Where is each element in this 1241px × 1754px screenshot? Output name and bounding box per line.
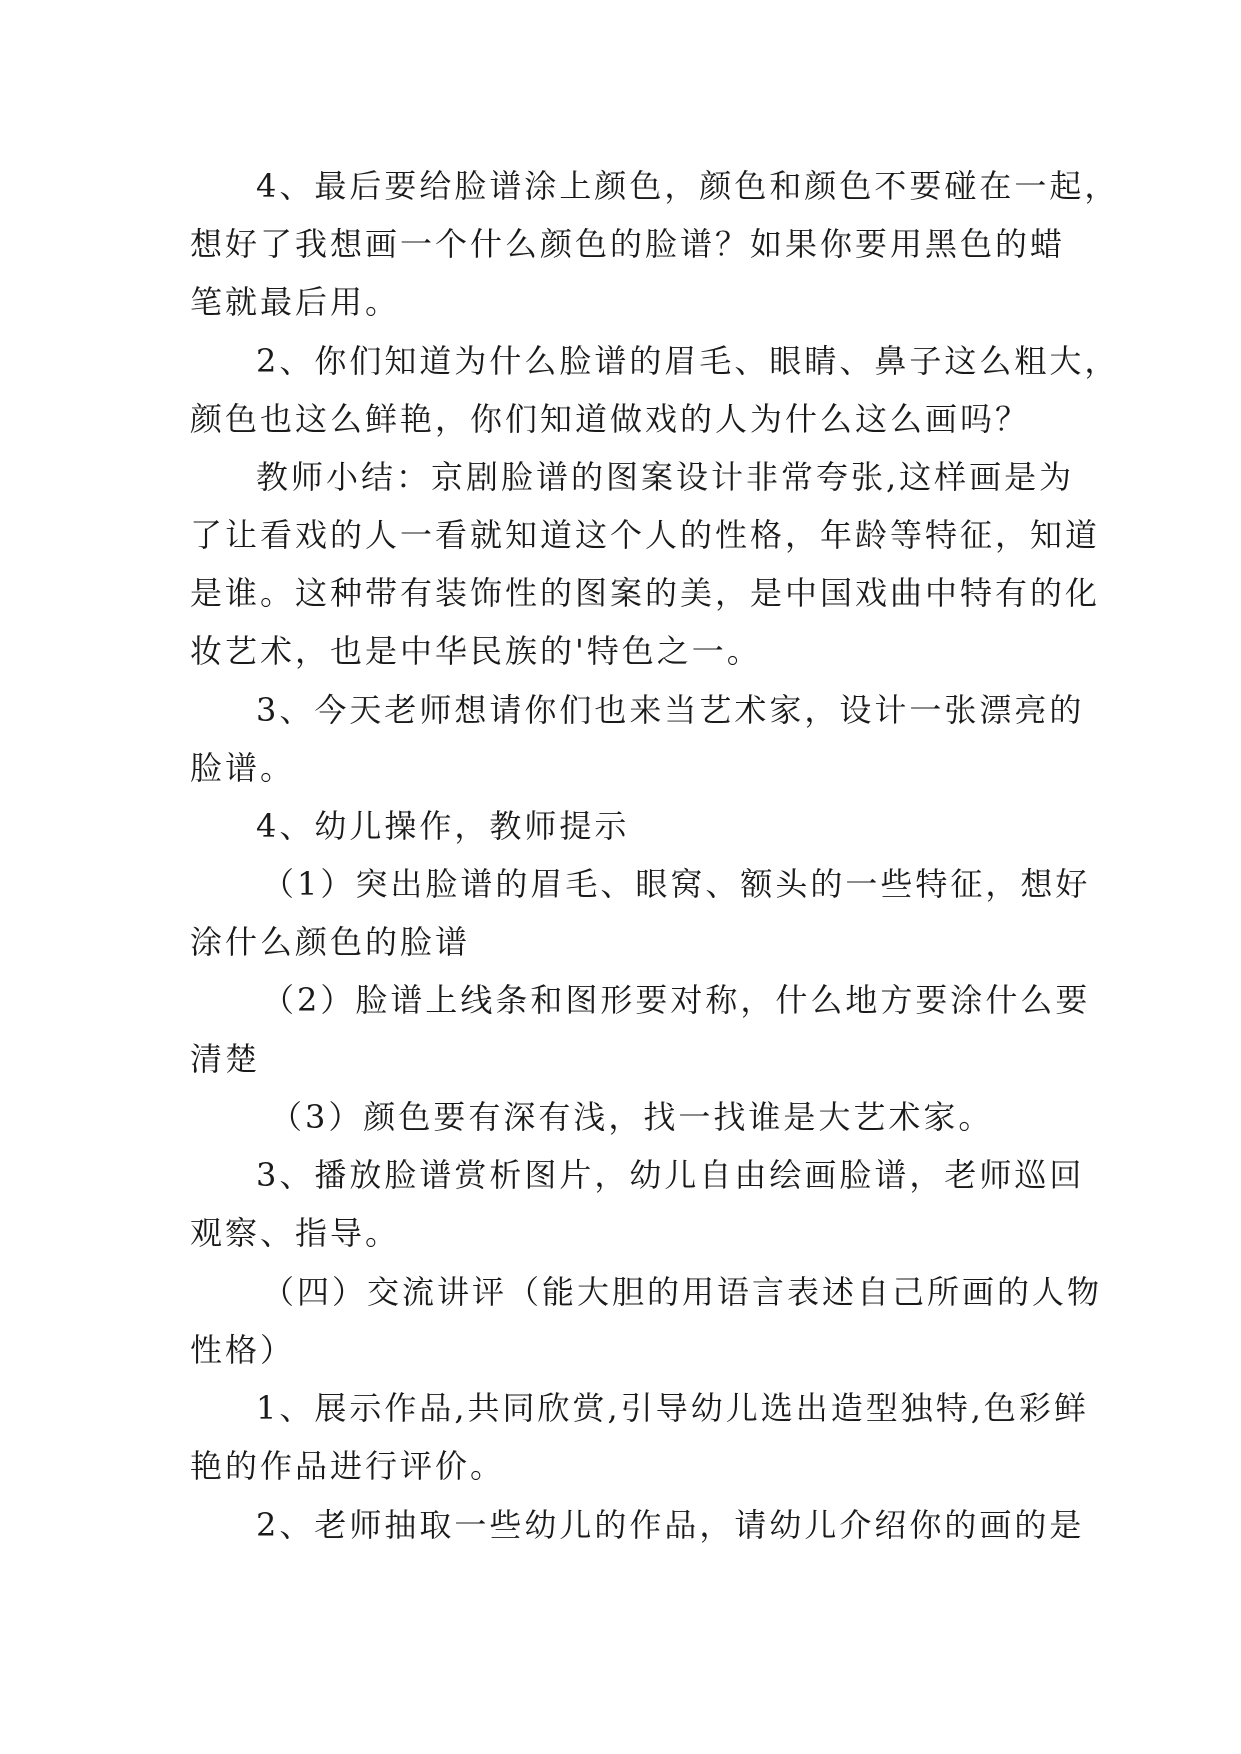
paragraph-line: 艳的作品进行评价。 bbox=[190, 1447, 506, 1485]
paragraph-line: 是谁。这种带有装饰性的图案的美，是中国戏曲中特有的化 bbox=[190, 574, 1101, 612]
paragraph-line: 4、幼儿操作，教师提示 bbox=[256, 807, 630, 845]
paragraph-line: 清楚 bbox=[190, 1040, 261, 1078]
paragraph-line: 妆艺术，也是中华民族的'特色之一。 bbox=[190, 632, 762, 670]
paragraph-line: 涂什么颜色的脸谱 bbox=[190, 923, 471, 961]
paragraph-line: 2、你们知道为什么脸谱的眉毛、眼睛、鼻子这么粗大， bbox=[256, 342, 1120, 380]
paragraph-line: 观察、指导。 bbox=[190, 1214, 401, 1252]
paragraph-line: （3）颜色要有深有浅，找一找谁是大艺术家。 bbox=[270, 1098, 994, 1136]
paragraph-line: 3、今天老师想请你们也来当艺术家，设计一张漂亮的 bbox=[256, 691, 1085, 729]
paragraph-line: 1、展示作品,共同欣赏,引导幼儿选出造型独特,色彩鲜 bbox=[256, 1389, 1089, 1427]
paragraph-line: 2、老师抽取一些幼儿的作品，请幼儿介绍你的画的是 bbox=[256, 1506, 1085, 1544]
paragraph-line: （1）突出脸谱的眉毛、眼窝、额头的一些特征，想好 bbox=[262, 865, 1091, 903]
paragraph-line: 教师小结：京剧脸谱的图案设计非常夸张,这样画是为 bbox=[256, 458, 1075, 496]
paragraph-line: 了让看戏的人一看就知道这个人的性格，年龄等特征，知道 bbox=[190, 516, 1101, 554]
paragraph-line: （四）交流讲评（能大胆的用语言表述自己所画的人物 bbox=[262, 1273, 1103, 1311]
paragraph-line: 想好了我想画一个什么颜色的脸谱？如果你要用黑色的蜡 bbox=[190, 225, 1066, 263]
paragraph-line: 脸谱。 bbox=[190, 749, 296, 787]
paragraph-line: （2）脸谱上线条和图形要对称，什么地方要涂什么要 bbox=[262, 981, 1091, 1019]
paragraph-line: 笔就最后用。 bbox=[190, 283, 401, 321]
paragraph-line: 4、最后要给脸谱涂上颜色，颜色和颜色不要碰在一起， bbox=[256, 167, 1120, 205]
paragraph-line: 颜色也这么鲜艳，你们知道做戏的人为什么这么画吗？ bbox=[190, 400, 1031, 438]
paragraph-line: 性格） bbox=[190, 1331, 296, 1369]
paragraph-line: 3、播放脸谱赏析图片，幼儿自由绘画脸谱，老师巡回 bbox=[256, 1156, 1085, 1194]
